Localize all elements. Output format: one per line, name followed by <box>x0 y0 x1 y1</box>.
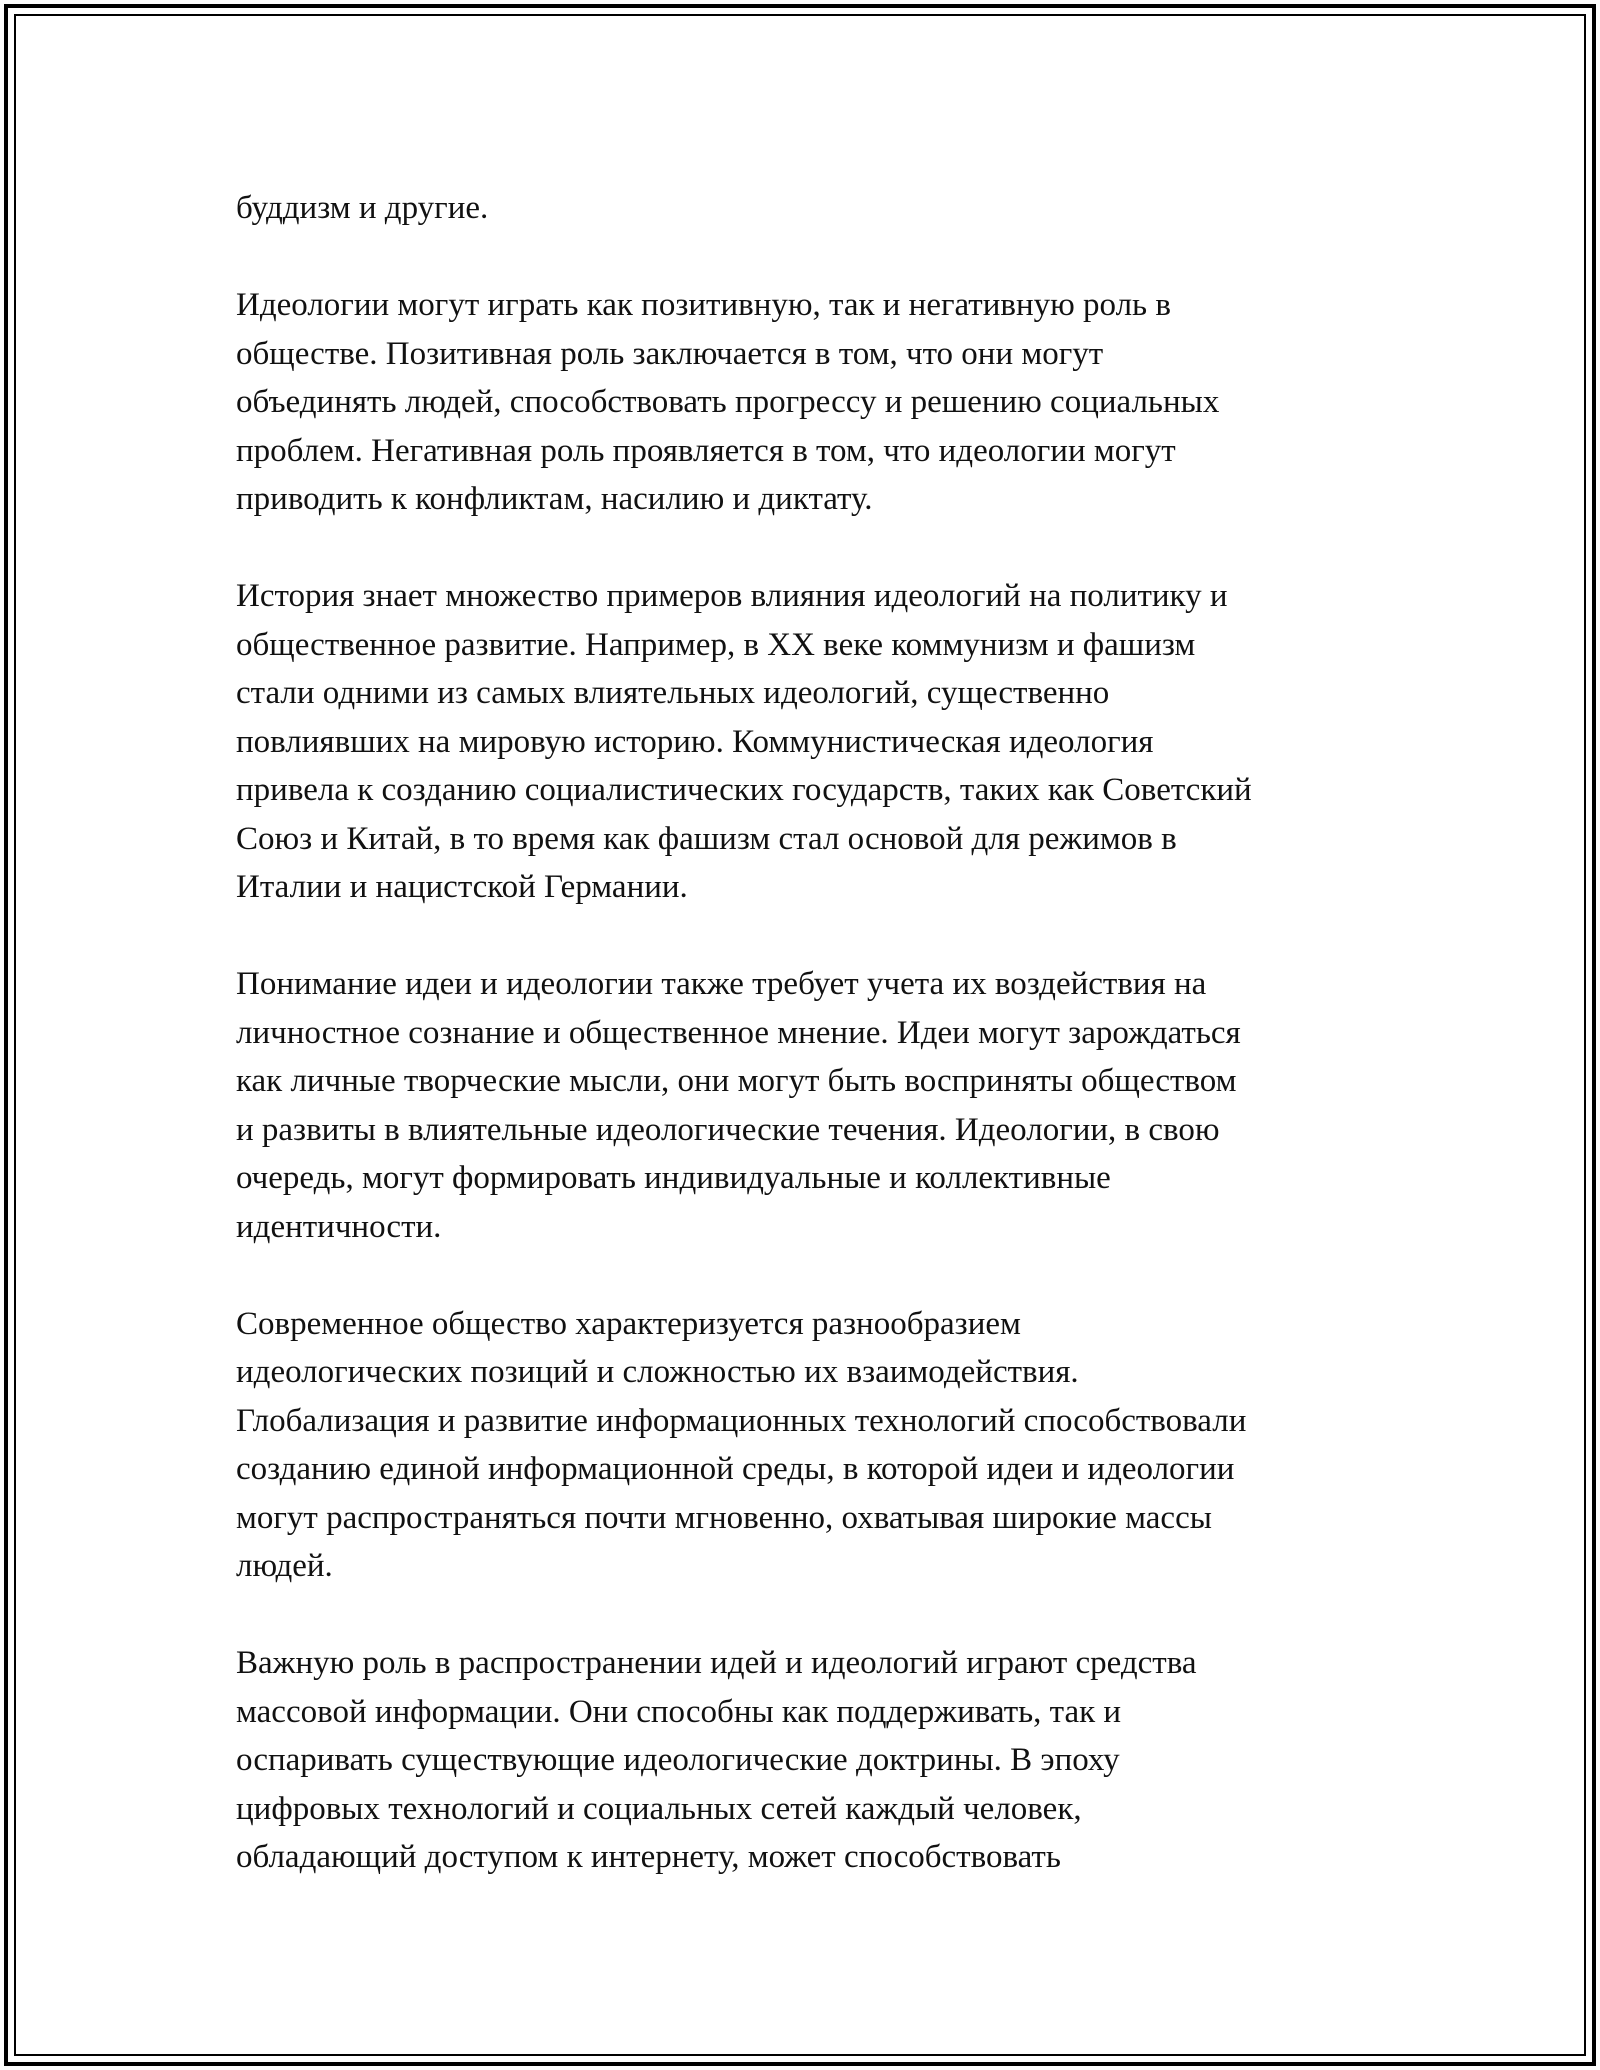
text-line: идентичности. <box>236 1208 442 1245</box>
text-line: массовой информации. Они способны как поддерживать, так и <box>236 1693 1122 1730</box>
text-line: обществе. Позитивная роль заключается в том, что они могут <box>236 335 1104 372</box>
text-line: как личные творческие мысли, они могут быть восприняты обществом <box>236 1063 1237 1099</box>
text-line: История знает множество примеров влияния идеологий на политику и <box>236 578 1228 614</box>
text-line: стали одними из самых влиятельных идеологий, существенно <box>236 675 1110 711</box>
text-line: Идеологии могут играть как позитивную, так и негативную роль в <box>236 287 1171 323</box>
text-line: людей. <box>236 1548 333 1584</box>
paragraph-6 <box>236 1639 1396 1882</box>
text-line: Италии и нацистской Германии. <box>236 869 688 905</box>
text-line: цифровых технологий и социальных сетей каждый человек, <box>236 1790 1082 1827</box>
paragraph-4 <box>236 960 1396 1251</box>
text-line: и развиты в влиятельные идеологические течения. Идеологии, в свою <box>236 1111 1220 1148</box>
paragraph-2 <box>236 281 1396 524</box>
text-line: могут распространяться почти мгновенно, охватывая широкие массы <box>236 1499 1212 1536</box>
text-line: объединять людей, способствовать прогрессу и решению социальных <box>236 384 1220 420</box>
paragraph-5 <box>236 1300 1396 1591</box>
text-line: идеологических позиций и сложностью их взаимодействия. <box>236 1354 1079 1390</box>
paragraph-3 <box>236 572 1396 912</box>
paragraph-1 <box>236 184 1396 233</box>
text-line: обладающий доступом к интернету, может способствовать <box>236 1839 1061 1875</box>
text-line: буддизм и другие. <box>236 190 489 226</box>
text-line: привела к созданию социалистических государств, таких как Советский <box>236 772 1252 808</box>
text-line: Важную роль в распространении идей и идеологий играют средства <box>236 1645 1197 1681</box>
text-line: проблем. Негативная роль проявляется в том, что идеологии могут <box>236 432 1176 469</box>
text-line: повлиявших на мировую историю. Коммунистическая идеология <box>236 723 1154 760</box>
text-line: Современное общество характеризуется разнообразием <box>236 1305 1021 1342</box>
text-line: Понимание идеи и идеологии также требует учета их воздействия на <box>236 966 1207 1002</box>
text-line: Союз и Китай, в то время как фашизм стал основой для режимов в <box>236 820 1177 857</box>
text-line: созданию единой информационной среды, в которой идеи и идеологии <box>236 1451 1235 1487</box>
document-body <box>236 184 1396 1930</box>
text-line: очередь, могут формировать индивидуальные и коллективные <box>236 1160 1111 1196</box>
text-line: оспаривать существующие идеологические доктрины. В эпоху <box>236 1742 1120 1778</box>
text-line: общественное развитие. Например, в XX веке коммунизм и фашизм <box>236 626 1196 663</box>
text-line: личностное сознание и общественное мнение. Идеи могут зарождаться <box>236 1014 1241 1051</box>
text-line: Глобализация и развитие информационных технологий способствовали <box>236 1402 1247 1439</box>
text-line: приводить к конфликтам, насилию и диктату. <box>236 481 873 517</box>
